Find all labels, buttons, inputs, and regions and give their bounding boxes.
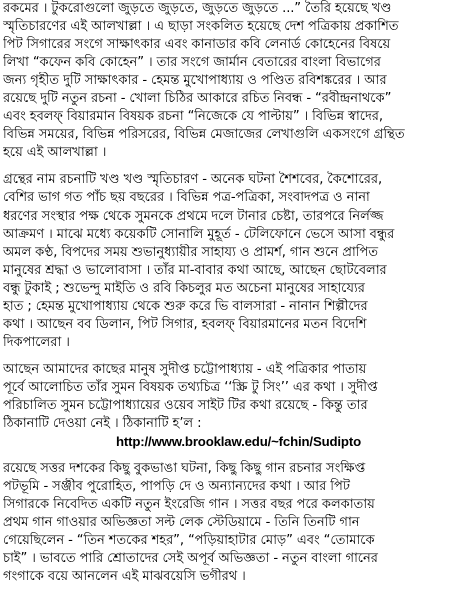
text-line: বন্ধু টুকাই ; শুভেন্দু মাইতি ও রবি কিচলুর মত অচেনা মানুষের সাহায্যের	[3, 280, 365, 296]
text-line: কথা । আছেন বব ডিলান, পিট সিগার, হবলফ্ বিয়ারমানের মতন বিদেশি	[3, 316, 367, 332]
text-line: সিগারকে নিবেদিত একটি নতুন ইংরেজি গান । সত্তর বছর পরে কলকাতায়	[3, 497, 375, 513]
paragraph-book-summary	[3, 171, 454, 351]
text-line: লিখা “কফেন কবি কোহেন” । তার সংগে জার্মান বেতারের বাংলা বিভাগের	[3, 55, 381, 71]
document-page	[3, 0, 454, 586]
text-line: পিট সিগারের সংগে সাক্ষাৎকার এবং কানাডার কবি লেনার্ড কোহেনের বিষয়ে	[3, 37, 391, 53]
text-line: দিকপালেরা ।	[3, 334, 70, 350]
text-line: রয়েছে সত্তর দশকের কিছু বুকভাঙা ঘটনা, কিছু কিছু গান রচনার সংক্ষিপ্ত	[3, 461, 366, 477]
text-line: মানুষের শ্রদ্ধা ও ভালোবাসা । তাঁর মা-বাবার কথা আছে, আছেন ছোটবেলার	[3, 262, 387, 278]
text-line: হাত ; হেমন্ত মুখোপাধ্যায় থেকে শুরু করে ভি বালসারা - নানান শিল্পীদের	[3, 298, 368, 314]
paragraph-spacer	[3, 162, 454, 171]
text-line: রকমের । টুকরোগুলো জুড়তে জুড়তে, জুড়তে জুড়তে ...” তৈরি হয়েছে খণ্ড	[3, 1, 392, 16]
text-line: পরিচালিত সুমন চট্টোপাধ্যায়ের ওয়েব সাইট টির কথা রয়েছে - কিন্তু তার	[3, 397, 368, 413]
website-url[interactable]: http://www.brooklaw.edu/~fchin/Sudipto	[116, 434, 361, 450]
paragraph-book-contents	[3, 0, 454, 162]
text-line: ঠিকানাটি দেওয়া নেই । ঠিকানাটি হ’ল :	[3, 416, 202, 432]
paragraph-sudipto	[3, 361, 454, 451]
text-line: ধরণের সংস্থার পক্ষ থেকে সুমনকে প্রথমে দলে টানার চেষ্টা, তারপরে নির্লজ্জ	[3, 208, 384, 224]
text-line: প্রথম গান গাওয়ার অভিজ্ঞতা সল্ট লেক স্টেডিয়ামে - তিনি তিনটি গান	[3, 515, 360, 531]
text-line: গেয়েছিলেন - “তিন শতকের শহর”, “পড়িয়াহাটার মোড়” এবং “তোমাকে	[3, 533, 375, 549]
text-line: আছেন আমাদের কাছের মানুষ সুদীপ্ত চট্টোপাধ্যায় - এই পত্রিকার পাতায়	[3, 361, 367, 377]
paragraph-spacer	[3, 352, 454, 361]
text-line: এবং হবলফ্ বিয়ারমান বিষয়ক রচনা “নিজেকে যে পাল্টায়” । বিভিন্ন স্বাদের,	[3, 109, 383, 125]
text-line: গংগাকে বয়ে আনলেন এই মাঝবয়েসি ভগীরথ ।	[3, 569, 246, 585]
text-line: আক্রমণ । মাঝে মধ্যে কয়েকটি সোনালি মুহূর্ত - টেলিফোনে ভেসে আসা বন্ধুর	[3, 226, 395, 242]
text-line: বিভিন্ন সময়ের, বিভিন্ন পরিসরের, বিভিন্ন মেজাজের লেখাগুলি একসংগে গ্রন্থিত	[3, 127, 405, 143]
text-line: চাই” । ভাবতে পারি শ্রোতাদের সেই অপূর্ব অভিজ্ঞতা - নতুন বাংলা গানের	[3, 551, 378, 567]
text-line: পূর্বে আলোচিত তাঁর সুমন বিষয়ক তথ্যচিত্র ‘‘স্ক্রি টু সিং’’ এর কথা । সুদীপ্ত	[3, 379, 378, 395]
text-line: স্মৃতিচারণের এই আলখাল্লা । এ ছাড়া সংকলিত হয়েছে দেশ পত্রিকায় প্রকাশিত	[3, 19, 399, 35]
paragraph-seventies	[3, 460, 454, 586]
paragraph-spacer	[3, 451, 454, 460]
text-line: পটভূমি - সঞ্জীব পুরোহিত, পাপড়ি দে ও অন্যান্যদের কথা । আর পিট	[3, 479, 350, 495]
text-line: রয়েছে দুটি নতুন রচনা - খোলা চিঠির আকারে রচিত নিবন্ধ - “রবীন্দ্রনাথকে”	[3, 91, 392, 107]
text-line: বেশির ভাগ গত পাঁচ ছয় বছরের । বিভিন্ন পত্র-পত্রিকা, সংবাদপত্র ও নানা	[3, 190, 370, 206]
text-line: গ্রন্থের নাম রচনাটি খণ্ড খণ্ড স্মৃতিচারণ - অনেক ঘটনা শৈশবের, কৈশোরের,	[3, 172, 383, 188]
text-line: হয়ে এই আলখাল্লা ।	[3, 145, 107, 161]
text-line: অমল কণ্ঠ, বিপদের সময় শুভানুধ্যায়ীর সাহায্য ও প্রামর্শ, গান শুনে প্রাপিত	[3, 244, 379, 260]
text-line: জন্য গৃহীত দুটি সাক্ষাৎকার - হেমন্ত মুখোপাধ্যায় ও পণ্ডিত রবিশঙ্করের । আর	[3, 73, 387, 89]
